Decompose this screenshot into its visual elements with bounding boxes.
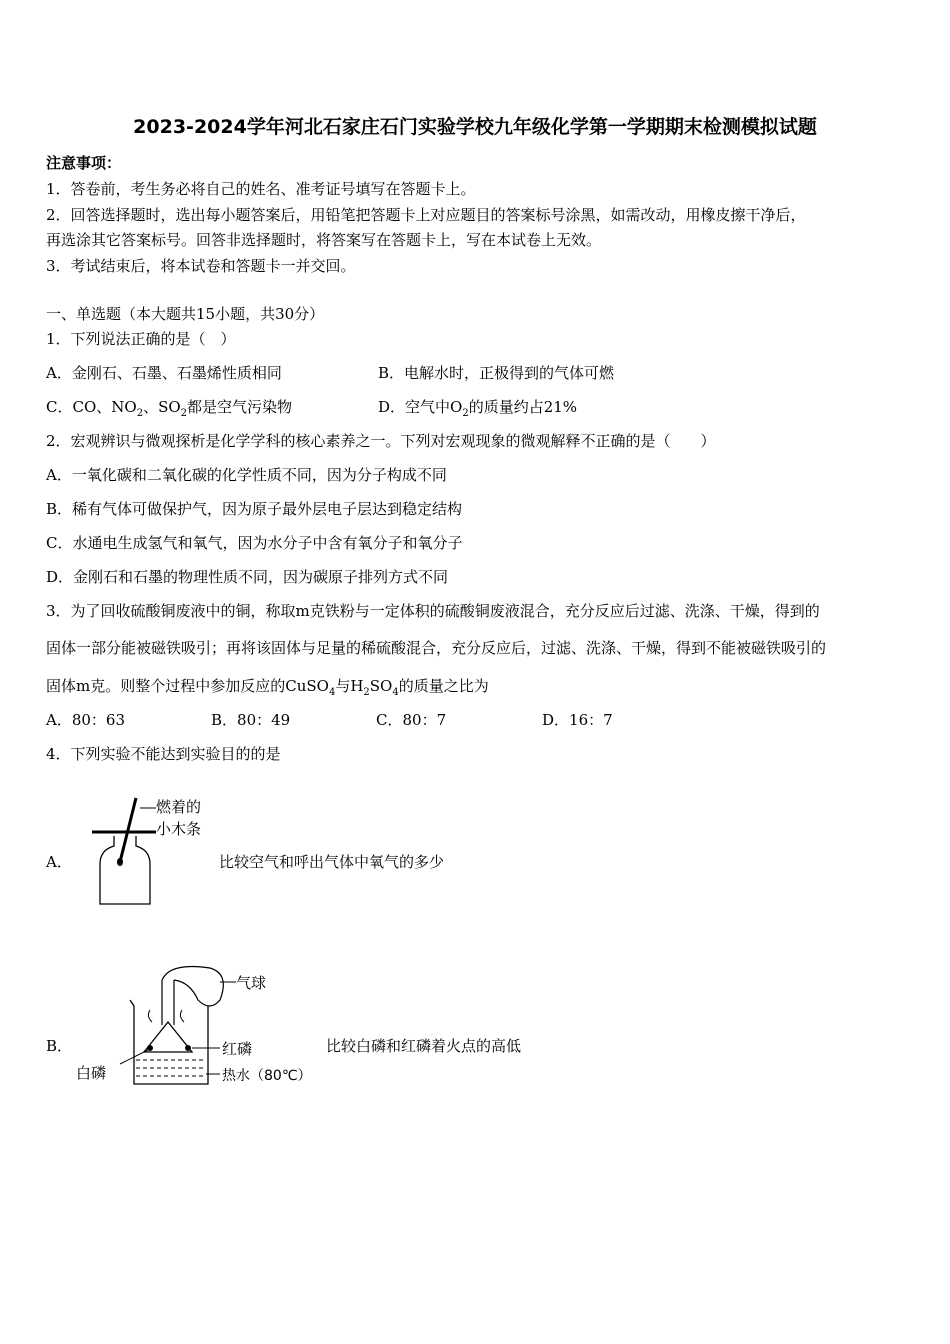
question-3-option-a: A．80：63 [46, 711, 126, 729]
hot-water [136, 1060, 206, 1076]
notice-item-3: 3．考试结束后，将本试卷和答题卡一并交回。 [46, 257, 356, 275]
label-balloon: 气球 [236, 974, 267, 992]
notice-heading: 注意事项： [46, 154, 122, 172]
question-2-option-c: C．水通电生成氢气和氧气，因为水分子中含有氧分子和氧分子 [46, 534, 463, 552]
label-white-phosphorus: 白磷 [76, 1064, 107, 1082]
question-2-option-a: A．一氧化碳和二氧化碳的化学性质不同，因为分子构成不同 [46, 466, 447, 484]
red-phosphorus [185, 1045, 191, 1051]
wooden-stick [120, 798, 136, 862]
question-2-option-b: B．稀有气体可做保护气，因为原子最外层电子层达到稳定结构 [46, 500, 463, 518]
question-3-line-1: 3．为了回收硫酸铜废液中的铜，称取m克铁粉与一定体积的硫酸铜废液混合，充分反应后过滤、洗涤、干燥，得到的 [46, 602, 820, 620]
label-burning: 燃着的 [156, 798, 202, 816]
question-1-option-c: C．CO、$NO_2$、$SO_2$都是空气污染物 [46, 398, 293, 419]
beaker [130, 1000, 208, 1084]
question-1-option-d: D．空气中$O_2$的质量约占21% [378, 398, 578, 419]
question-1-option-b: B．电解水时，正极得到的气体可燃 [378, 364, 615, 382]
section-heading: 一、单选题（本大题共15小题，共30分） [46, 305, 325, 323]
question-3-line-2: 固体一部分能被磁铁吸引；再将该固体与足量的稀硫酸混合，充分反应后，过滤、洗涤、干燥，得到不能被磁铁吸引的 [46, 639, 827, 657]
label-hot-water: 热水（80℃） [222, 1068, 312, 1084]
question-2-stem: 2．宏观辨识与微观探析是化学学科的核心素养之一。下列对宏观现象的微观解释不正确的是（ ） [46, 432, 716, 450]
question-3-option-c: C．80：7 [376, 711, 447, 729]
question-4-stem: 4．下列实验不能达到实验目的的是 [46, 745, 281, 763]
balloon [162, 967, 223, 1007]
label-red-phosphorus: 红磷 [222, 1040, 253, 1058]
question-4-option-a-label: A． [46, 853, 72, 871]
question-3-option-b: B．80：49 [211, 711, 291, 729]
label-small-stick: 小木条 [156, 820, 202, 838]
bottle-with-burning-stick-figure [86, 790, 226, 910]
question-1-option-a: A．金刚石、石墨、石墨烯性质相同 [46, 364, 282, 382]
question-4-option-a-text: 比较空气和呼出气体中氧气的多少 [219, 853, 445, 871]
notice-item-2: 2．回答选择题时，选出每小题答案后，用铅笔把答题卡上对应题目的答案标号涂黑，如需改动，用橡皮擦干净后， [46, 206, 806, 224]
question-4-option-b-text: 比较白磷和红磷着火点的高低 [326, 1037, 522, 1055]
stick-flame-tip [117, 858, 123, 866]
beaker-phosphorus-figure [70, 960, 330, 1095]
notice-item-2-cont: 再选涂其它答案标号。回答非选择题时，将答案写在答题卡上，写在本试卷上无效。 [46, 231, 602, 249]
question-3-option-d: D．16：7 [542, 711, 613, 729]
question-2-option-d: D．金刚石和石墨的物理性质不同，因为碳原子排列方式不同 [46, 568, 449, 586]
question-3-line-3: 固体m克。则整个过程中参加反应的CuSO$_4$与$H_2SO_4$的质量之比为 [46, 677, 489, 698]
question-1-stem: 1．下列说法正确的是（ ） [46, 330, 236, 348]
page-title: 2023-2024学年河北石家庄石门实验学校九年级化学第一学期期末检测模拟试题 [133, 116, 817, 138]
question-4-option-b-label: B． [46, 1037, 73, 1055]
notice-item-1: 1．答卷前，考生务必将自己的姓名、准考证号填写在答题卡上。 [46, 180, 476, 198]
